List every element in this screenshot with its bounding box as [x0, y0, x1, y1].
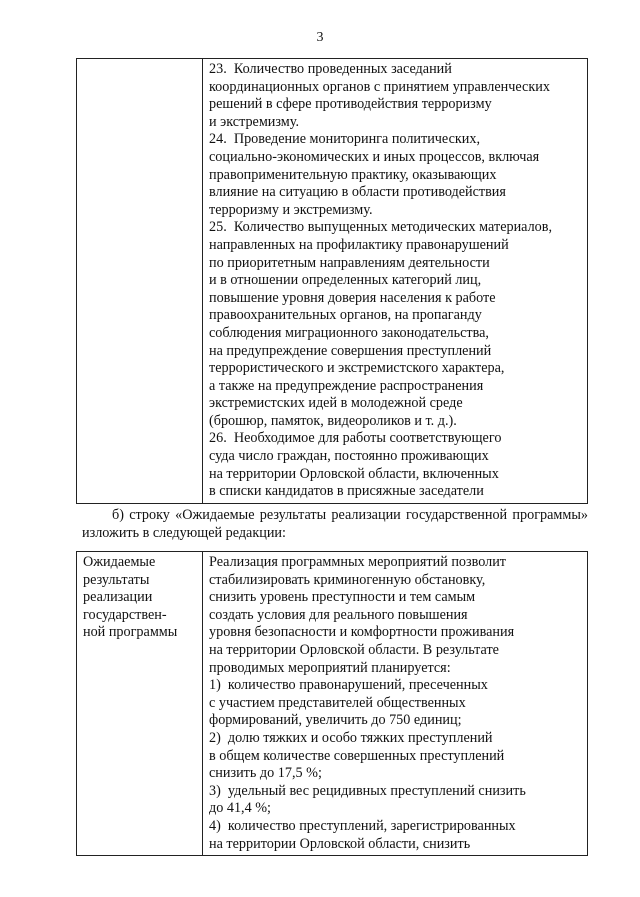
text-line: на территории Орловской области, снизить — [209, 835, 471, 852]
text-line: до 41,4 %; — [209, 800, 271, 817]
table-row — [77, 552, 588, 856]
indicators-table — [76, 58, 588, 504]
text-line: создать условия для реального повышения — [209, 606, 468, 623]
text-line: с участием представителей общественных — [209, 694, 466, 711]
label-line: Ожидаемые — [83, 554, 156, 570]
text-line: по приоритетным направлениям деятельности — [209, 254, 490, 271]
text-line: 26. Необходимое для работы соответствующего — [209, 430, 502, 447]
table-row — [77, 59, 588, 504]
label-line: реализации — [83, 589, 153, 606]
text-line: а также на предупреждение распространения — [209, 377, 484, 394]
text-line: решений в сфере противодействия терроризму — [209, 96, 492, 113]
text-line: и в отношении определенных категорий лиц, — [209, 272, 482, 289]
text-line: стабилизировать криминогенную обстановку, — [209, 571, 486, 588]
label-line: государствен- — [83, 606, 167, 623]
text-line: в списки кандидатов в присяжные заседатели — [209, 483, 484, 500]
text-line: уровня безопасности и комфортности проживания — [209, 624, 515, 641]
table-cell-content — [203, 59, 588, 504]
text-line: направленных на профилактику правонарушений — [209, 236, 509, 253]
text-line: 23. Количество проведенных заседаний — [209, 61, 452, 77]
text-line: на территории Орловской области, включенных — [209, 465, 499, 482]
text-line: повышение уровня доверия населения к работе — [209, 289, 496, 306]
text-line: и экстремизму. — [209, 113, 300, 130]
text-line: снизить уровень преступности и тем самым — [209, 589, 476, 606]
text-line: суда число граждан, постоянно проживающих — [209, 448, 489, 465]
text-line: на предупреждение совершения преступлений — [209, 342, 492, 359]
text-line: 3) удельный вес рецидивных преступлений снизить — [209, 782, 526, 799]
text-line: экстремистских идей в молодежной среде — [209, 395, 463, 412]
text-line: 1) количество правонарушений, пресеченных — [209, 677, 488, 694]
text-line: в общем количестве совершенных преступлений — [209, 747, 505, 764]
label-line: ной программы — [83, 624, 178, 641]
text-line: снизить до 17,5 %; — [209, 765, 322, 782]
text-line: терроризму и экстремизму. — [209, 201, 373, 218]
page-number: 3 — [316, 30, 324, 45]
text-line: соблюдения миграционного законодательства, — [209, 324, 489, 341]
text-line: 25. Количество выпущенных методических материалов, — [209, 219, 553, 236]
text-line: координационных органов с принятием управленческих — [209, 78, 550, 95]
table-cell-label — [77, 59, 203, 504]
text-line: (брошюр, памяток, видеороликов и т. д.). — [209, 412, 457, 429]
text-line: террористического и экстремистского характера, — [209, 360, 505, 377]
text-line: 2) долю тяжких и особо тяжких преступлений — [209, 729, 493, 746]
text-line: социально-экономических и иных процессов, включая — [209, 148, 540, 165]
text-line: 24. Проведение мониторинга политических, — [209, 131, 481, 148]
text-line: формирований, увеличить до 750 единиц; — [209, 712, 462, 729]
text-line: Реализация программных мероприятий позволит — [209, 554, 507, 570]
table-cell-content — [203, 552, 588, 856]
text-line: 4) количество преступлений, зарегистрированных — [209, 817, 516, 834]
text-line: влияние на ситуацию в области противодействия — [209, 184, 506, 201]
text-line: правоохранительных органов, на пропаганду — [209, 307, 482, 324]
text-line: на территории Орловской области. В результате — [209, 641, 499, 658]
text-line: проводимых мероприятий планируется: — [209, 659, 451, 676]
expected-results-table — [76, 551, 588, 856]
text-line: правоприменительную практику, оказывающих — [209, 166, 497, 183]
amendment-paragraph: б) строку «Ожидаемые результаты реализации государственной программы» изложить в следующей редакции: — [82, 507, 588, 541]
label-line: результаты — [83, 571, 150, 588]
table-cell-label — [77, 552, 203, 856]
